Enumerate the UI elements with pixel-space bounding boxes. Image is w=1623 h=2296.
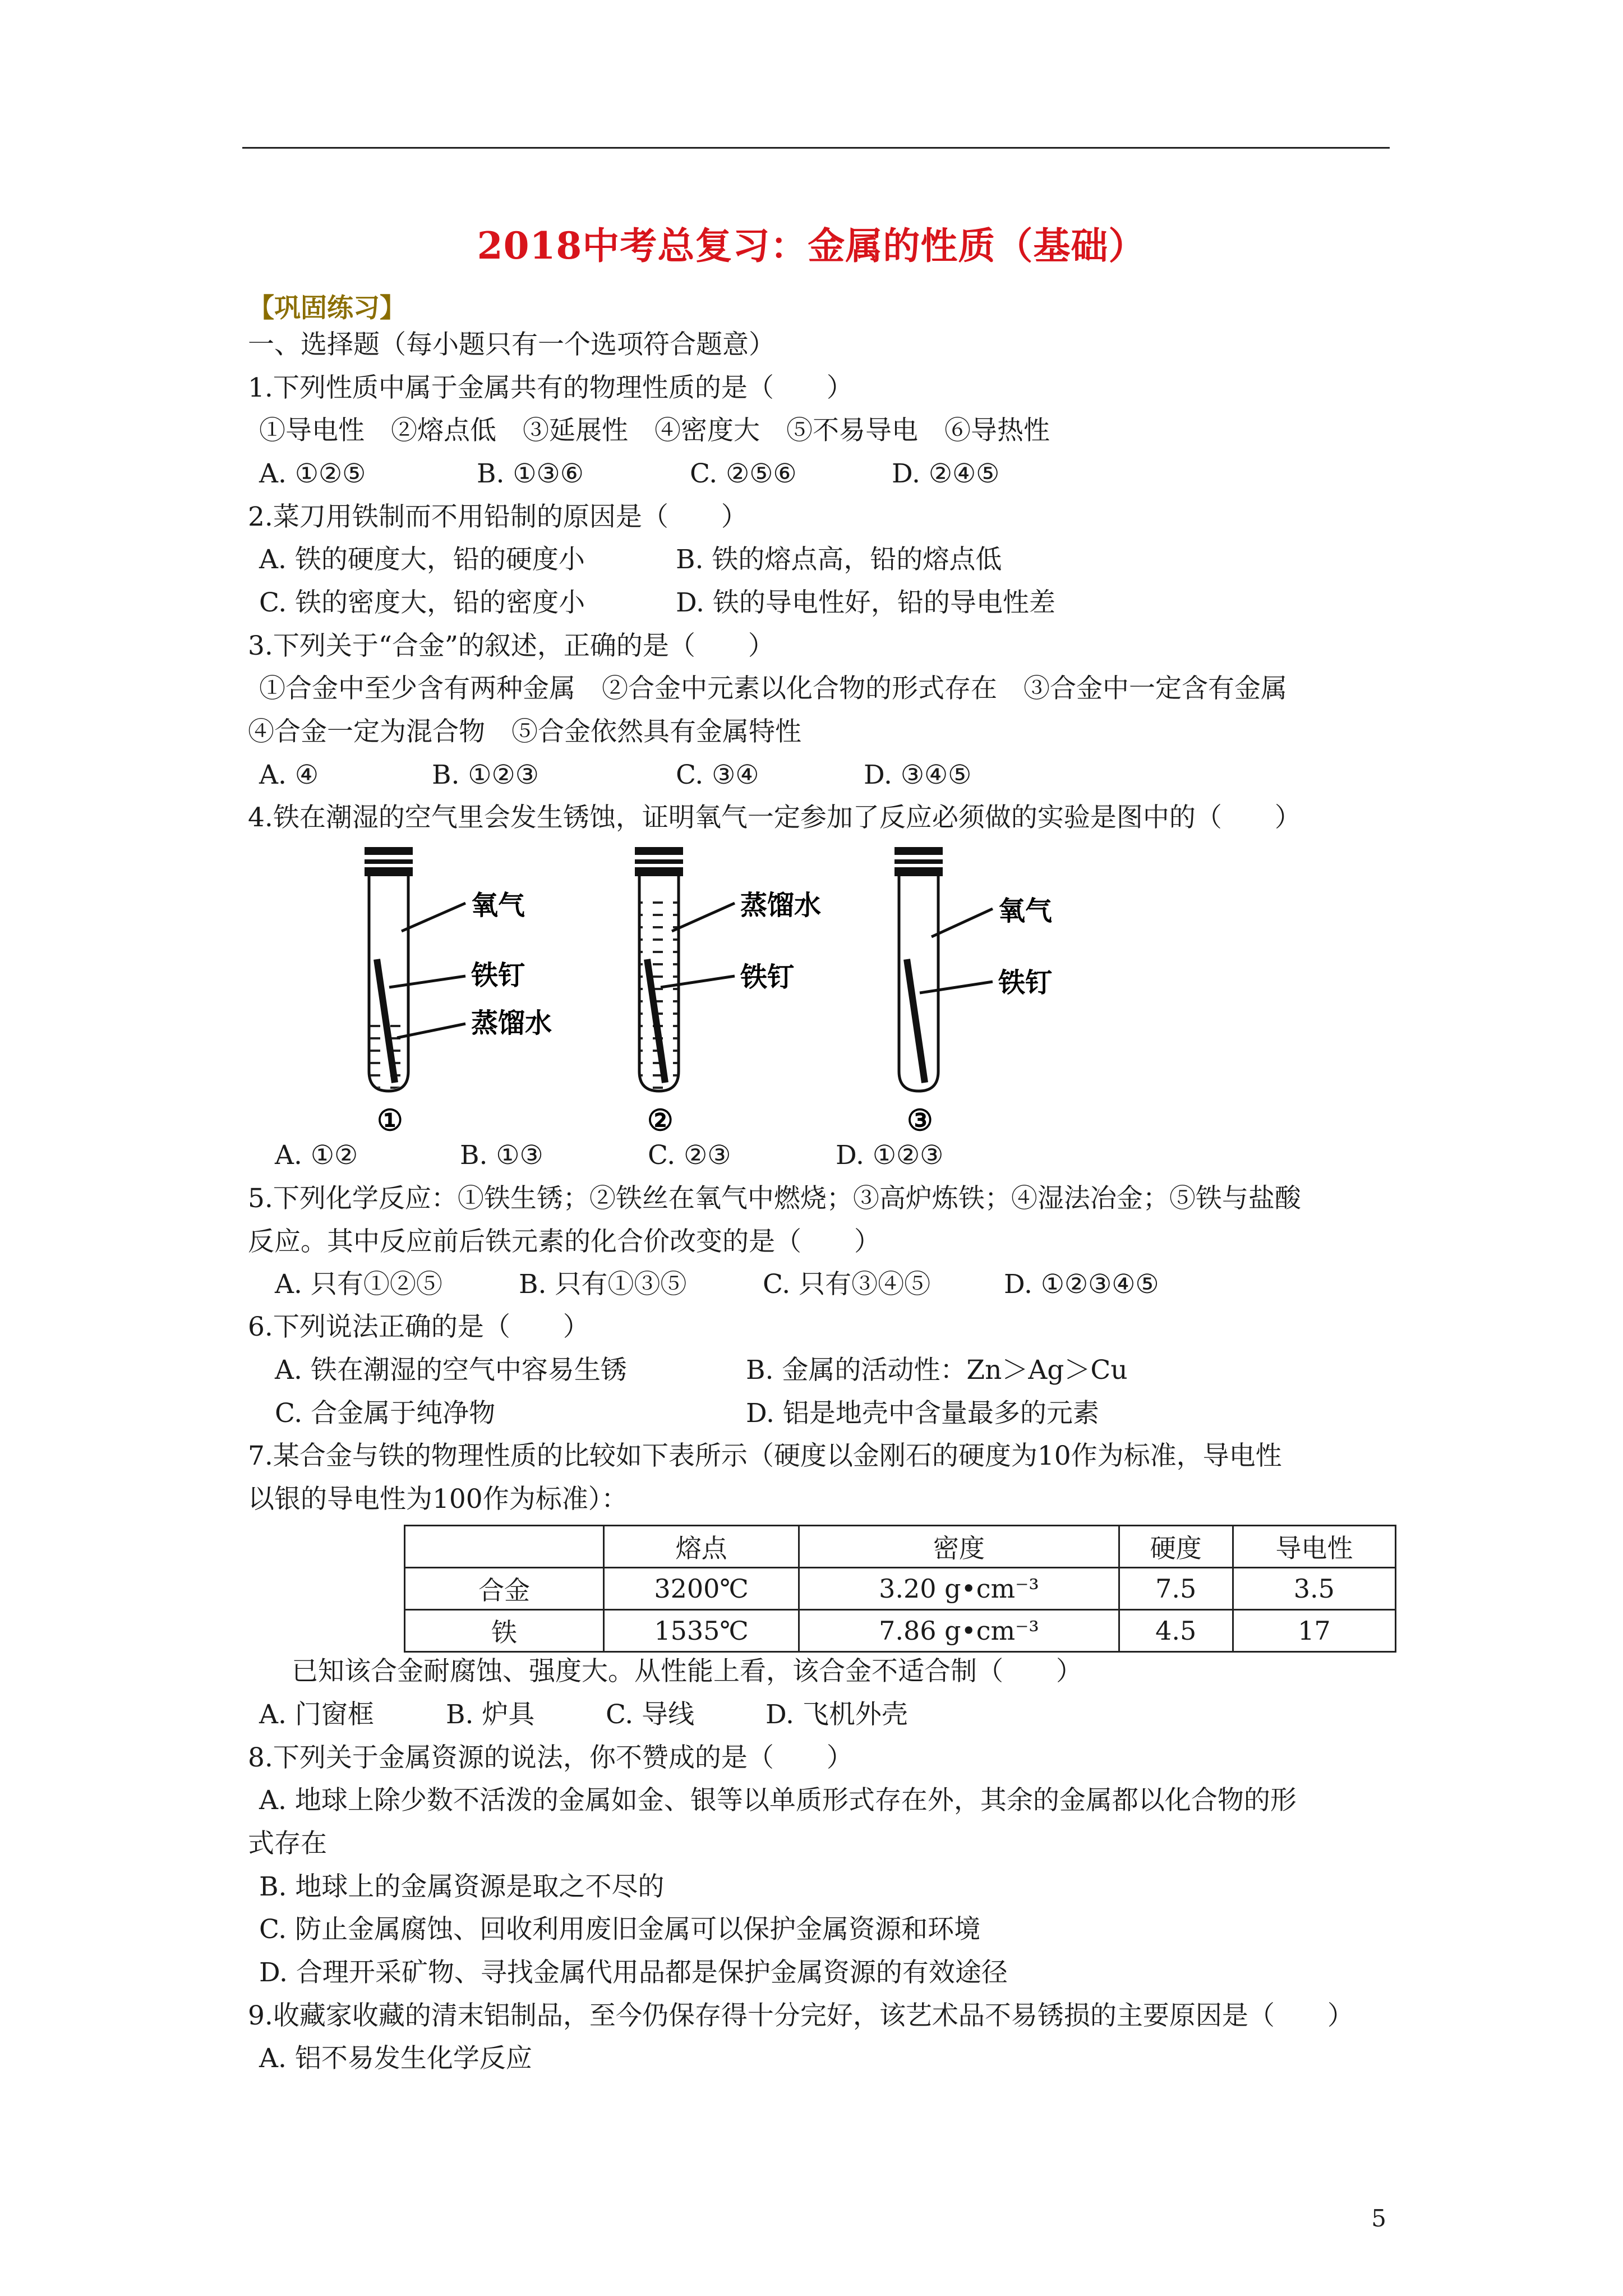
q9-option-a: A. 铝不易发生化学反应 xyxy=(259,2043,532,2074)
q3-line1: ①合金中至少含有两种金属 ②合金中元素以化合物的形式存在 ③合金中一定含有金属 xyxy=(259,673,1287,704)
tube-number-1: ① xyxy=(377,1105,403,1137)
q4-option-b: B. ①③ xyxy=(460,1140,543,1171)
t3-label-oxygen: 氧气 xyxy=(998,896,1053,926)
q1-option-c: C. ②⑤⑥ xyxy=(690,458,797,489)
q7-option-a: A. 门窗框 xyxy=(259,1699,374,1730)
table-cell: 4.5 xyxy=(1119,1610,1233,1652)
q1-stem: 1.下列性质中属于金属共有的物理性质的是（ ） xyxy=(248,372,853,403)
section-label: 【巩固练习】 xyxy=(248,293,406,324)
q4-option-a: A. ①② xyxy=(275,1140,358,1171)
q7-line2: 以银的导电性为100作为标准）： xyxy=(248,1484,628,1515)
q8-stem: 8.下列关于金属资源的说法，你不赞成的是（ ） xyxy=(248,1742,853,1773)
q7-line1: 7.某合金与铁的物理性质的比较如下表所示（硬度以金刚石的硬度为10作为标准，导电性 xyxy=(248,1441,1282,1471)
header-rule xyxy=(242,147,1390,149)
q4-option-c: C. ②③ xyxy=(648,1140,731,1171)
table-cell: 铁 xyxy=(405,1610,604,1652)
q6-option-a: A. 铁在潮湿的空气中容易生锈 xyxy=(275,1355,627,1386)
q2-option-d: D. 铁的导电性好，铅的导电性差 xyxy=(676,587,1055,618)
q3-stem: 3.下列关于“合金”的叙述，正确的是（ ） xyxy=(248,631,774,661)
q6-option-b: B. 金属的活动性：Zn＞Ag＞Cu xyxy=(746,1355,1128,1386)
q6-stem: 6.下列说法正确的是（ ） xyxy=(248,1312,589,1342)
q8-option-c: C. 防止金属腐蚀、回收利用废旧金属可以保护金属资源和环境 xyxy=(259,1914,981,1945)
t1-label-nail: 铁钉 xyxy=(471,961,525,991)
q8-option-b: B. 地球上的金属资源是取之不尽的 xyxy=(259,1871,665,1902)
q1-props: ①导电性 ②熔点低 ③延展性 ④密度大 ⑤不易导电 ⑥导热性 xyxy=(259,415,1050,446)
test-tube-figure xyxy=(348,847,1413,1139)
test-tube-1 xyxy=(365,847,552,1137)
q5-option-d: D. ①②③④⑤ xyxy=(1004,1269,1159,1300)
table-header-cell xyxy=(405,1526,604,1568)
q8-option-a-line1: A. 地球上除少数不活泼的金属如金、银等以单质形式存在外，其余的金属都以化合物的形 xyxy=(259,1785,1297,1816)
q3-option-c: C. ③④ xyxy=(676,760,759,790)
table-header-cell: 熔点 xyxy=(604,1526,799,1568)
table-header-cell: 硬度 xyxy=(1119,1526,1233,1568)
t2-label-water: 蒸馏水 xyxy=(740,891,822,921)
table-cell: 1535℃ xyxy=(604,1610,799,1652)
q1-option-d: D. ②④⑤ xyxy=(892,458,1000,489)
q6-option-c: C. 合金属于纯净物 xyxy=(275,1398,496,1429)
q5-option-b: B. 只有①③⑤ xyxy=(519,1269,687,1300)
q4-stem: 4.铁在潮湿的空气里会发生锈蚀，证明氧气一定参加了反应必须做的实验是图中的（ ） xyxy=(248,802,1301,833)
table-header-row xyxy=(405,1526,1396,1568)
q1-option-b: B. ①③⑥ xyxy=(477,458,584,489)
test-tube-3 xyxy=(895,847,1052,1137)
table-cell: 7.5 xyxy=(1119,1568,1233,1610)
table-row xyxy=(405,1610,1396,1652)
q3-line2: ④合金一定为混合物 ⑤合金依然具有金属特性 xyxy=(248,716,801,747)
q5-option-c: C. 只有③④⑤ xyxy=(763,1269,931,1300)
table-cell: 17 xyxy=(1233,1610,1395,1652)
t2-label-nail: 铁钉 xyxy=(740,963,795,992)
table-header-cell: 导电性 xyxy=(1233,1526,1395,1568)
t3-label-nail: 铁钉 xyxy=(998,968,1053,998)
tube-number-3: ③ xyxy=(907,1105,933,1137)
q3-option-b: B. ①②③ xyxy=(432,760,539,790)
table-cell: 3.5 xyxy=(1233,1568,1395,1610)
q7-option-d: D. 飞机外壳 xyxy=(766,1699,908,1730)
property-table xyxy=(404,1525,1396,1653)
q6-option-d: D. 铝是地壳中含量最多的元素 xyxy=(746,1398,1099,1429)
q2-option-a: A. 铁的硬度大，铅的硬度小 xyxy=(259,544,585,575)
t1-label-oxygen: 氧气 xyxy=(471,891,525,921)
table-cell: 3.20 g•cm⁻³ xyxy=(799,1568,1119,1610)
q5-line2: 反应。其中反应前后铁元素的化合价改变的是（ ） xyxy=(248,1226,880,1257)
t1-label-water: 蒸馏水 xyxy=(471,1009,552,1038)
q3-option-d: D. ③④⑤ xyxy=(864,760,972,790)
q2-stem: 2.菜刀用铁制而不用铅制的原因是（ ） xyxy=(248,501,748,532)
test-tube-2 xyxy=(635,847,821,1137)
q5-option-a: A. 只有①②⑤ xyxy=(275,1269,442,1300)
q3-option-a: A. ④ xyxy=(259,760,319,790)
table-row xyxy=(405,1568,1396,1610)
page-number: 5 xyxy=(1371,2205,1386,2232)
page-title: 2018中考总复习：金属的性质（基础） xyxy=(477,224,1146,268)
q2-option-c: C. 铁的密度大，铅的密度小 xyxy=(259,587,585,618)
q9-stem: 9.收藏家收藏的清末铝制品，至今仍保存得十分完好，该艺术品不易锈损的主要原因是（ ） xyxy=(248,2000,1354,2031)
q2-option-b: B. 铁的熔点高，铅的熔点低 xyxy=(676,544,1002,575)
q8-option-d: D. 合理开采矿物、寻找金属代用品都是保护金属资源的有效途径 xyxy=(259,1957,1008,1988)
q4-option-d: D. ①②③ xyxy=(836,1140,944,1171)
table-cell: 3200℃ xyxy=(604,1568,799,1610)
q7-after: 已知该合金耐腐蚀、强度大。从性能上看，该合金不适合制（ ） xyxy=(292,1656,1082,1687)
q5-line1: 5.下列化学反应：①铁生锈；②铁丝在氧气中燃烧；③高炉炼铁；④湿法冶金；⑤铁与盐酸 xyxy=(248,1183,1301,1214)
table-cell: 合金 xyxy=(405,1568,604,1610)
table-header-cell: 密度 xyxy=(799,1526,1119,1568)
q7-option-c: C. 导线 xyxy=(606,1699,695,1730)
q7-option-b: B. 炉具 xyxy=(446,1699,535,1730)
q1-option-a: A. ①②⑤ xyxy=(259,458,366,489)
tube-number-2: ② xyxy=(647,1105,674,1137)
q8-option-a-line2: 式存在 xyxy=(248,1828,327,1859)
part-heading: 一、选择题（每小题只有一个选项符合题意） xyxy=(248,329,775,360)
table-cell: 7.86 g•cm⁻³ xyxy=(799,1610,1119,1652)
